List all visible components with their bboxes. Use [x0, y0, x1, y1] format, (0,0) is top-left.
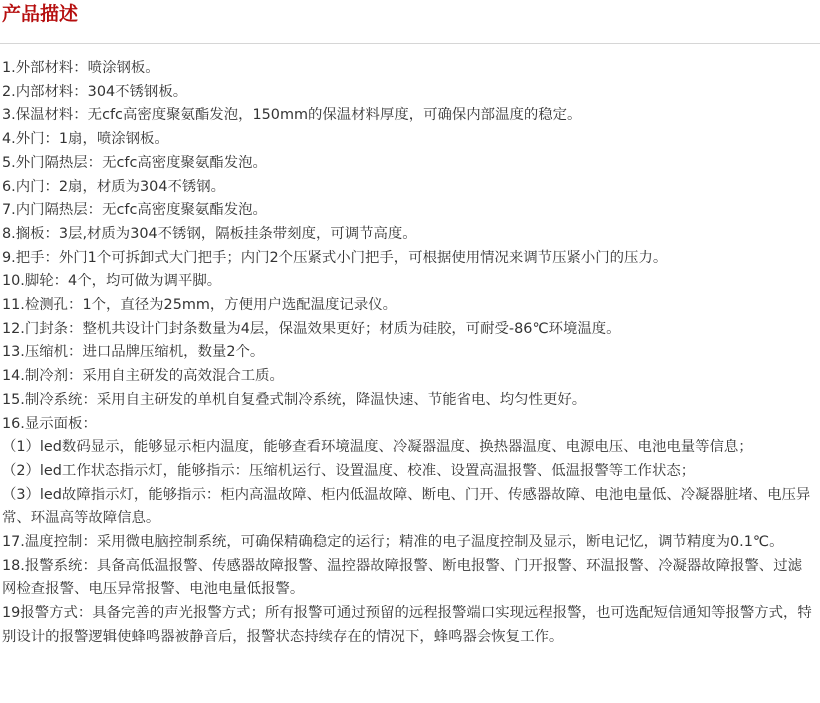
spec-item: （2）led工作状态指示灯，能够指示：压缩机运行、设置温度、校准、设置高温报警、低温报警等工作状态； — [2, 462, 696, 479]
spec-item: 8.搁板：3层,材质为304不锈钢，隔板挂条带刻度，可调节高度。 — [2, 225, 417, 242]
title-divider — [0, 43, 820, 44]
spec-item: 10.脚轮：4个，均可做为调平脚。 — [2, 273, 222, 290]
spec-item: 11.检测孔：1个，直径为25mm，方便用户选配温度记录仪。 — [2, 297, 397, 314]
spec-item: 16.显示面板： — [2, 415, 97, 432]
section-title: 产品描述 — [2, 3, 79, 25]
spec-item: 4.外门：1扇，喷涂钢板。 — [2, 131, 169, 148]
spec-item: （3）led故障指示灯，能够指示：柜内高温故障、柜内低温故障、断电、门开、传感器故障、电池电量低、冷凝器脏堵、电压异常、环温高等故障信息。 — [2, 486, 811, 527]
spec-item: 12.门封条：整机共设计门封条数量为4层，保温效果更好；材质为硅胶，可耐受-86℃环境温度。 — [2, 320, 621, 337]
spec-list — [2, 57, 816, 650]
spec-item: 15.制冷系统：采用自主研发的单机自复叠式制冷系统，降温快速、节能省电、均匀性更好。 — [2, 391, 587, 408]
spec-item: 5.外门隔热层：无cfc高密度聚氨酯发泡。 — [2, 154, 267, 171]
spec-item: 18.报警系统：具备高低温报警、传感器故障报警、温控器故障报警、断电报警、门开报警、环温报警、冷凝器故障报警、过滤网检查报警、电压异常报警、电池电量低报警。 — [2, 557, 802, 598]
spec-item: 17.温度控制：采用微电脑控制系统，可确保精确稳定的运行；精准的电子温度控制及显示，断电记忆，调节精度为0.1℃。 — [2, 534, 784, 551]
spec-item: 7.内门隔热层：无cfc高密度聚氨酯发泡。 — [2, 202, 267, 219]
spec-item: 1.外部材料：喷涂钢板。 — [2, 60, 160, 76]
spec-item: 9.把手：外门1个可拆卸式大门把手；内门2个压紧式小门把手，可根据使用情况来调节压紧小门的压力。 — [2, 249, 668, 266]
spec-item: 19报警方式：具备完善的声光报警方式；所有报警可通过预留的远程报警端口实现远程报警，也可选配短信通知等报警方式，特别设计的报警逻辑使蜂鸣器被静音后，报警状态持续存在的情况下，蜂鸣器会恢复工作。 — [2, 605, 812, 645]
spec-item: 13.压缩机：进口品牌压缩机，数量2个。 — [2, 344, 265, 361]
spec-item: （1）led数码显示，能够显示柜内温度，能够查看环境温度、冷凝器温度、换热器温度、电源电压、电池电量等信息； — [2, 439, 753, 456]
spec-item: 2.内部材料：304不锈钢板。 — [2, 83, 188, 100]
spec-item: 3.保温材料：无cfc高密度聚氨酯发泡，150mm的保温材料厚度，可确保内部温度的稳定。 — [2, 107, 582, 124]
spec-item: 14.制冷剂：采用自主研发的高效混合工质。 — [2, 368, 284, 385]
spec-item: 6.内门：2扇，材质为304不锈钢。 — [2, 178, 226, 195]
